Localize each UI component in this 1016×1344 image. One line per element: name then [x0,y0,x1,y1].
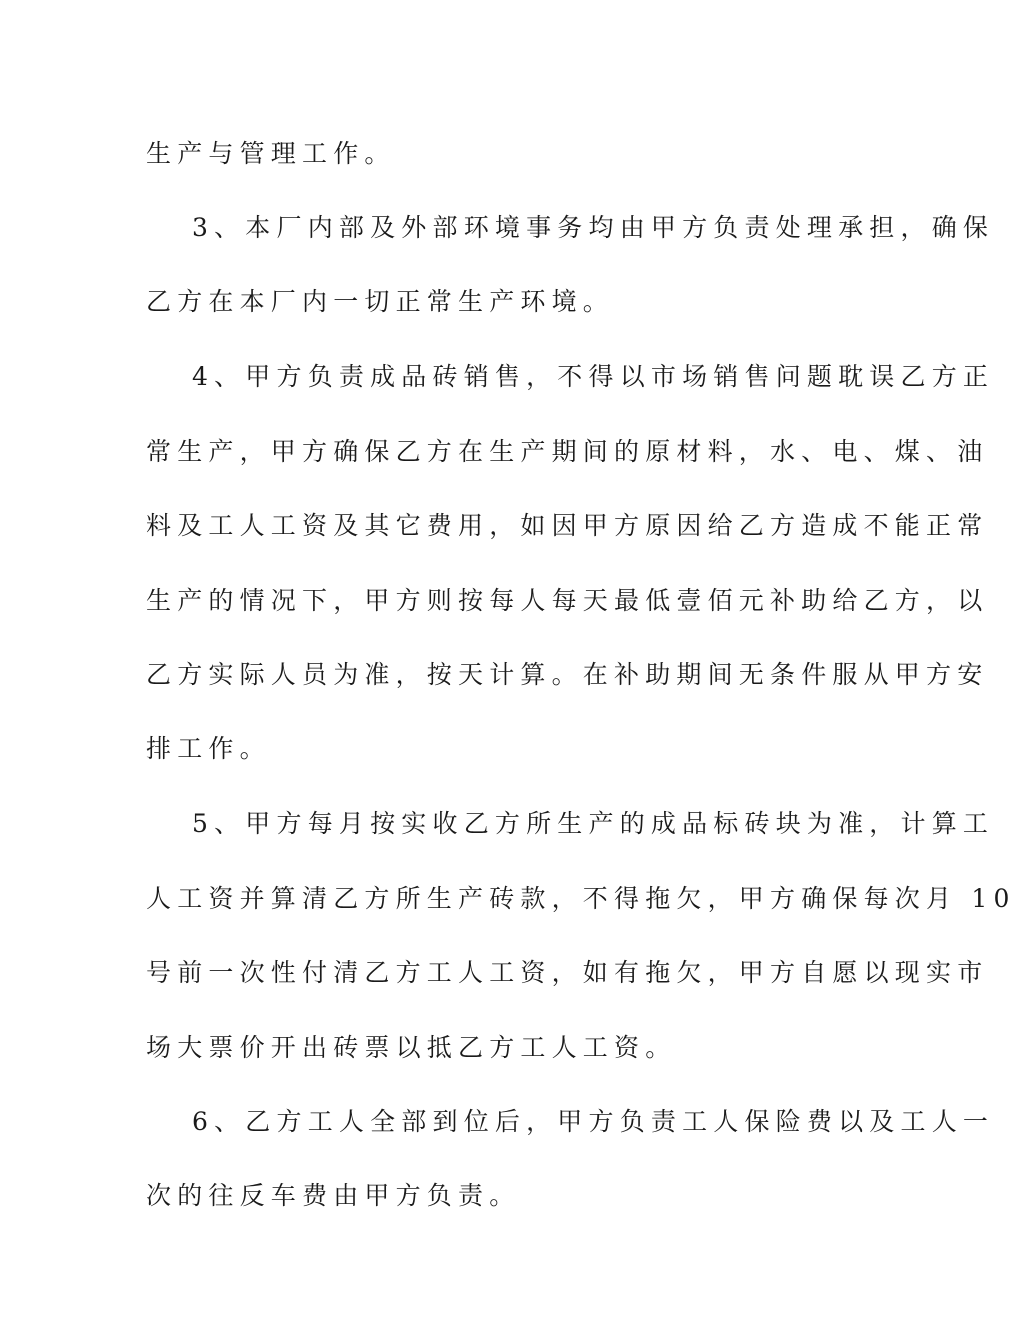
text-line: 排工作。 [146,734,271,763]
text-line: 场大票价开出砖票以抵乙方工人工资。 [146,1033,677,1062]
text-line: 人工资并算清乙方所生产砖款，不得拖欠，甲方确保每次月 10 [146,884,1016,913]
text-line: 乙方实际人员为准，按天计算。在补助期间无条件服从甲方安 [146,660,989,689]
text-line: 常生产，甲方确保乙方在生产期间的原材料，水、电、煤、油 [146,437,989,466]
clause-3-line: 3、本厂内部及外部环境事务均由甲方负责处理承担，确保 [192,213,995,242]
clause-4-line: 4、甲方负责成品砖销售，不得以市场销售问题耽误乙方正 [192,362,995,391]
text-line: 乙方在本厂内一切正常生产环境。 [146,287,615,316]
clause-5-line: 5、甲方每月按实收乙方所生产的成品标砖块为准，计算工 [192,809,995,838]
text-line: 号前一次性付清乙方工人工资，如有拖欠，甲方自愿以现实市 [146,958,989,987]
text-line: 料及工人工资及其它费用，如因甲方原因给乙方造成不能正常 [146,511,989,540]
clause-6-line: 6、乙方工人全部到位后，甲方负责工人保险费以及工人一 [192,1107,995,1136]
text-line: 次的往反车费由甲方负责。 [146,1181,521,1210]
text-line: 生产的情况下，甲方则按每人每天最低壹佰元补助给乙方，以 [146,586,989,615]
text-line: 生产与管理工作。 [146,139,396,168]
